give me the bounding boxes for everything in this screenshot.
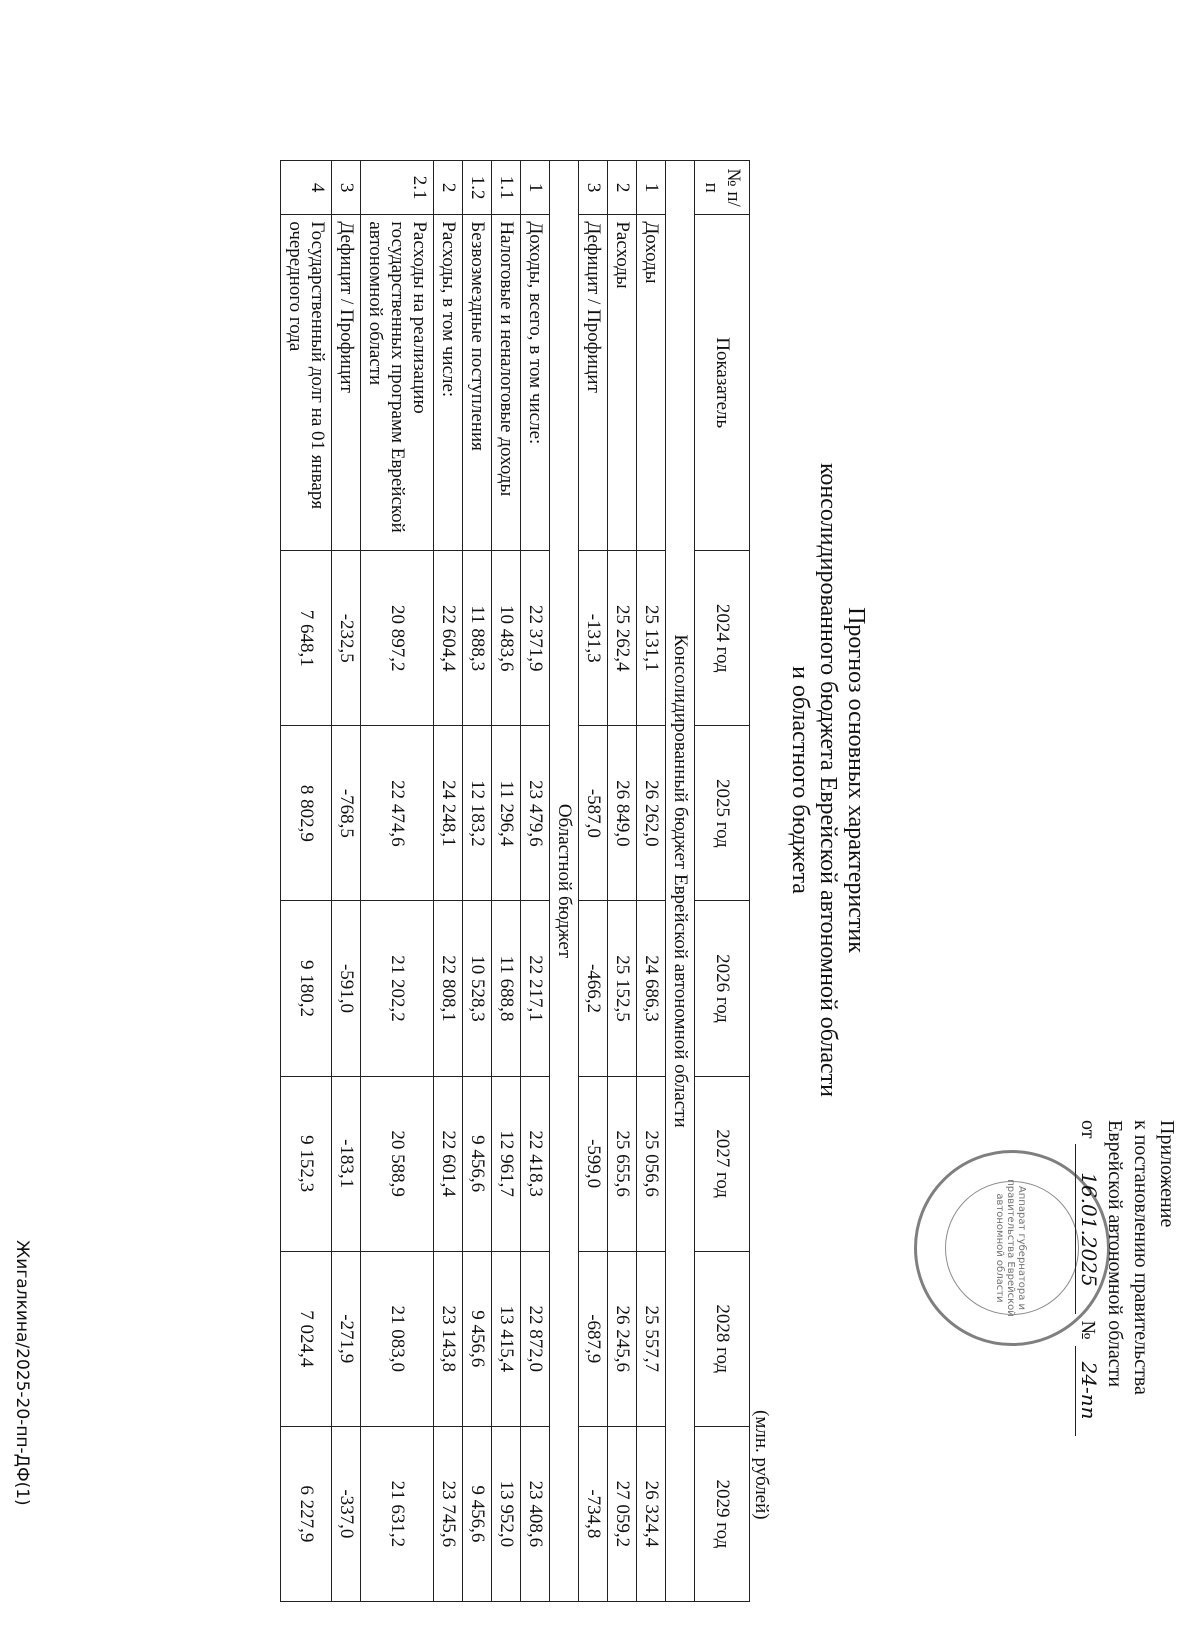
row-value: 13 415,4 [492, 1251, 521, 1426]
row-value: 10 528,3 [463, 901, 492, 1076]
document-title [786, 300, 870, 1260]
row-value: 9 456,6 [463, 1251, 492, 1426]
row-value: 7 648,1 [281, 551, 332, 726]
row-value: -232,5 [332, 551, 361, 726]
section-title: Областной бюджет [550, 161, 579, 1602]
number-prefix: № [1077, 1320, 1099, 1340]
row-value: 21 083,0 [361, 1251, 434, 1426]
row-value: -271,9 [332, 1251, 361, 1426]
row-number: 1.1 [492, 161, 521, 215]
row-value: 22 371,9 [521, 551, 550, 726]
row-indicator: Налоговые и неналоговые доходы [492, 215, 521, 551]
row-number: 3 [579, 161, 608, 215]
row-value: -599,0 [579, 1076, 608, 1251]
row-value: 24 248,1 [434, 726, 463, 901]
title-line-2: консолидированного бюджета Еврейской автономной области [815, 462, 841, 1098]
row-value: 26 849,0 [608, 726, 637, 901]
row-value: 25 557,7 [637, 1251, 666, 1426]
units-label: (млн. рублей) [751, 1410, 772, 1520]
header-year: 2025 год [695, 726, 750, 901]
row-value: 8 802,9 [281, 726, 332, 901]
row-value: 23 479,6 [521, 726, 550, 901]
row-value: 13 952,0 [492, 1426, 521, 1601]
row-indicator: Расходы [608, 215, 637, 551]
header-indicator: Показатель [695, 215, 750, 551]
table-row [361, 161, 434, 1602]
row-value: 9 152,3 [281, 1076, 332, 1251]
table-row [332, 161, 361, 1602]
header-num: № п/п [695, 161, 750, 215]
row-number: 2 [434, 161, 463, 215]
row-value: 21 631,2 [361, 1426, 434, 1601]
row-value: 23 745,6 [434, 1426, 463, 1601]
section-header-row [550, 161, 579, 1602]
row-value: 24 686,3 [637, 901, 666, 1076]
handwritten-number: 24-пп [1075, 1346, 1102, 1436]
row-value: 23 408,6 [521, 1426, 550, 1601]
row-number: 1 [521, 161, 550, 215]
table-row [463, 161, 492, 1602]
appendix-region-line: Еврейской автономной области [1104, 1120, 1126, 1388]
row-indicator: Доходы [637, 215, 666, 551]
row-value: -587,0 [579, 726, 608, 901]
title-line-1: Прогноз основных характеристик [843, 607, 869, 953]
row-indicator: Расходы на реализацию государственных программ Еврейской автономной области [361, 215, 434, 551]
row-value: 22 872,0 [521, 1251, 550, 1426]
row-value: 20 897,2 [361, 551, 434, 726]
row-value: 25 655,6 [608, 1076, 637, 1251]
table-row [579, 161, 608, 1602]
row-value: 12 183,2 [463, 726, 492, 901]
row-indicator: Доходы, всего, в том числе: [521, 215, 550, 551]
table-row [521, 161, 550, 1602]
row-value: -687,9 [579, 1251, 608, 1426]
row-indicator: Расходы, в том числе: [434, 215, 463, 551]
appendix-date-number-line [1075, 1120, 1102, 1620]
header-year: 2026 год [695, 901, 750, 1076]
row-value: 20 588,9 [361, 1076, 434, 1251]
document-footer-code: Жигалкина/2025-20-пп-ДФ(1) [12, 1240, 32, 1506]
row-value: -337,0 [332, 1426, 361, 1601]
section-title: Консолидированный бюджет Еврейской автономной области [666, 161, 695, 1602]
row-indicator: Безвозмездные поступления [463, 215, 492, 551]
row-value: 9 456,6 [463, 1426, 492, 1601]
row-indicator: Дефицит / Профицит [579, 215, 608, 551]
appendix-block [1075, 1120, 1180, 1620]
row-value: 22 601,4 [434, 1076, 463, 1251]
row-number: 4 [281, 161, 332, 215]
section-header-row [666, 161, 695, 1602]
row-value: 27 059,2 [608, 1426, 637, 1601]
appendix-resolution-line: к постановлению правительства [1130, 1120, 1152, 1395]
row-value: 10 483,6 [492, 551, 521, 726]
row-value: -768,5 [332, 726, 361, 901]
table-row [434, 161, 463, 1602]
row-value: 6 227,9 [281, 1426, 332, 1601]
date-prefix: от [1077, 1120, 1099, 1139]
row-value: -131,3 [579, 551, 608, 726]
header-year: 2027 год [695, 1076, 750, 1251]
row-number: 2.1 [361, 161, 434, 215]
title-line-3: и областного бюджета [787, 666, 813, 894]
row-value: 23 143,8 [434, 1251, 463, 1426]
row-number: 3 [332, 161, 361, 215]
row-value: -466,2 [579, 901, 608, 1076]
header-year: 2024 год [695, 551, 750, 726]
table-row [637, 161, 666, 1602]
table-row [608, 161, 637, 1602]
row-value: -183,1 [332, 1076, 361, 1251]
row-number: 2 [608, 161, 637, 215]
row-value: 26 262,0 [637, 726, 666, 901]
row-value: 9 456,6 [463, 1076, 492, 1251]
table-row [281, 161, 332, 1602]
header-year: 2028 год [695, 1251, 750, 1426]
row-value: 25 262,4 [608, 551, 637, 726]
row-value: 25 152,5 [608, 901, 637, 1076]
budget-forecast-table [280, 160, 750, 1602]
row-indicator: Государственный долг на 01 января очередного года [281, 215, 332, 551]
row-number: 1.2 [463, 161, 492, 215]
row-value: 11 296,4 [492, 726, 521, 901]
row-value: 12 961,7 [492, 1076, 521, 1251]
row-value: 25 056,6 [637, 1076, 666, 1251]
row-value: 22 474,6 [361, 726, 434, 901]
row-value: 11 688,8 [492, 901, 521, 1076]
row-value: 9 180,2 [281, 901, 332, 1076]
row-value: 21 202,2 [361, 901, 434, 1076]
row-value: 11 888,3 [463, 551, 492, 726]
seal-text: Аппарат губернатора и правительства Еврейской автономной области [994, 1179, 1027, 1317]
row-number: 1 [637, 161, 666, 215]
row-value: 25 131,1 [637, 551, 666, 726]
table-header-row [695, 161, 750, 1602]
row-value: 26 324,4 [637, 1426, 666, 1601]
row-value: 7 024,4 [281, 1251, 332, 1426]
row-value: 22 217,1 [521, 901, 550, 1076]
header-year: 2029 год [695, 1426, 750, 1601]
table-row [492, 161, 521, 1602]
row-indicator: Дефицит / Профицит [332, 215, 361, 551]
row-value: 22 604,4 [434, 551, 463, 726]
row-value: 22 808,1 [434, 901, 463, 1076]
row-value: 26 245,6 [608, 1251, 637, 1426]
row-value: -734,8 [579, 1426, 608, 1601]
row-value: 22 418,3 [521, 1076, 550, 1251]
row-value: -591,0 [332, 901, 361, 1076]
handwritten-date: 16.01.2025 [1075, 1144, 1102, 1314]
appendix-title: Приложение [1156, 1120, 1178, 1228]
